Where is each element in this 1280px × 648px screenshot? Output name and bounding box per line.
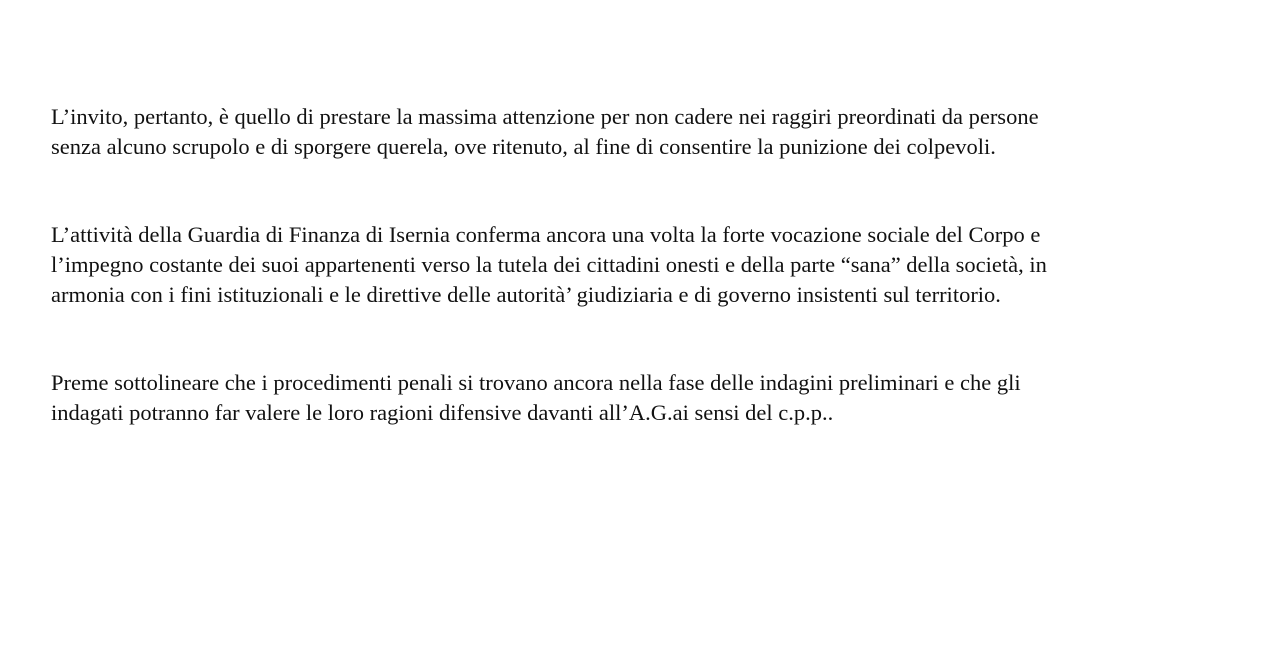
- paragraph-line: Preme sottolineare che i procedimenti penali si trovano ancora nella fase delle indagini preliminari e che gli: [51, 370, 1021, 395]
- paragraph-line: l’impegno costante dei suoi appartenenti verso la tutela dei cittadini onesti e della parte “sana” della società, in: [51, 252, 1047, 277]
- paragraph-line: armonia con i fini istituzionali e le direttive delle autorità’ giudiziaria e di governo insistenti sul territorio.: [51, 282, 1001, 307]
- paragraph-invito: [51, 102, 1039, 162]
- paragraph-line: indagati potranno far valere le loro ragioni difensive davanti all’A.G.ai sensi del c.p.p..: [51, 400, 834, 425]
- paragraph-line: senza alcuno scrupolo e di sporgere querela, ove ritenuto, al fine di consentire la punizione dei colpevoli.: [51, 134, 996, 159]
- paragraph-line: L’invito, pertanto, è quello di prestare la massima attenzione per non cadere nei raggiri preordinati da persone: [51, 104, 1039, 129]
- paragraph-attivita: [51, 220, 1047, 310]
- paragraph-line: L’attività della Guardia di Finanza di Isernia conferma ancora una volta la forte vocazione sociale del Corpo e: [51, 222, 1041, 247]
- paragraph-procedimenti: [51, 368, 1021, 428]
